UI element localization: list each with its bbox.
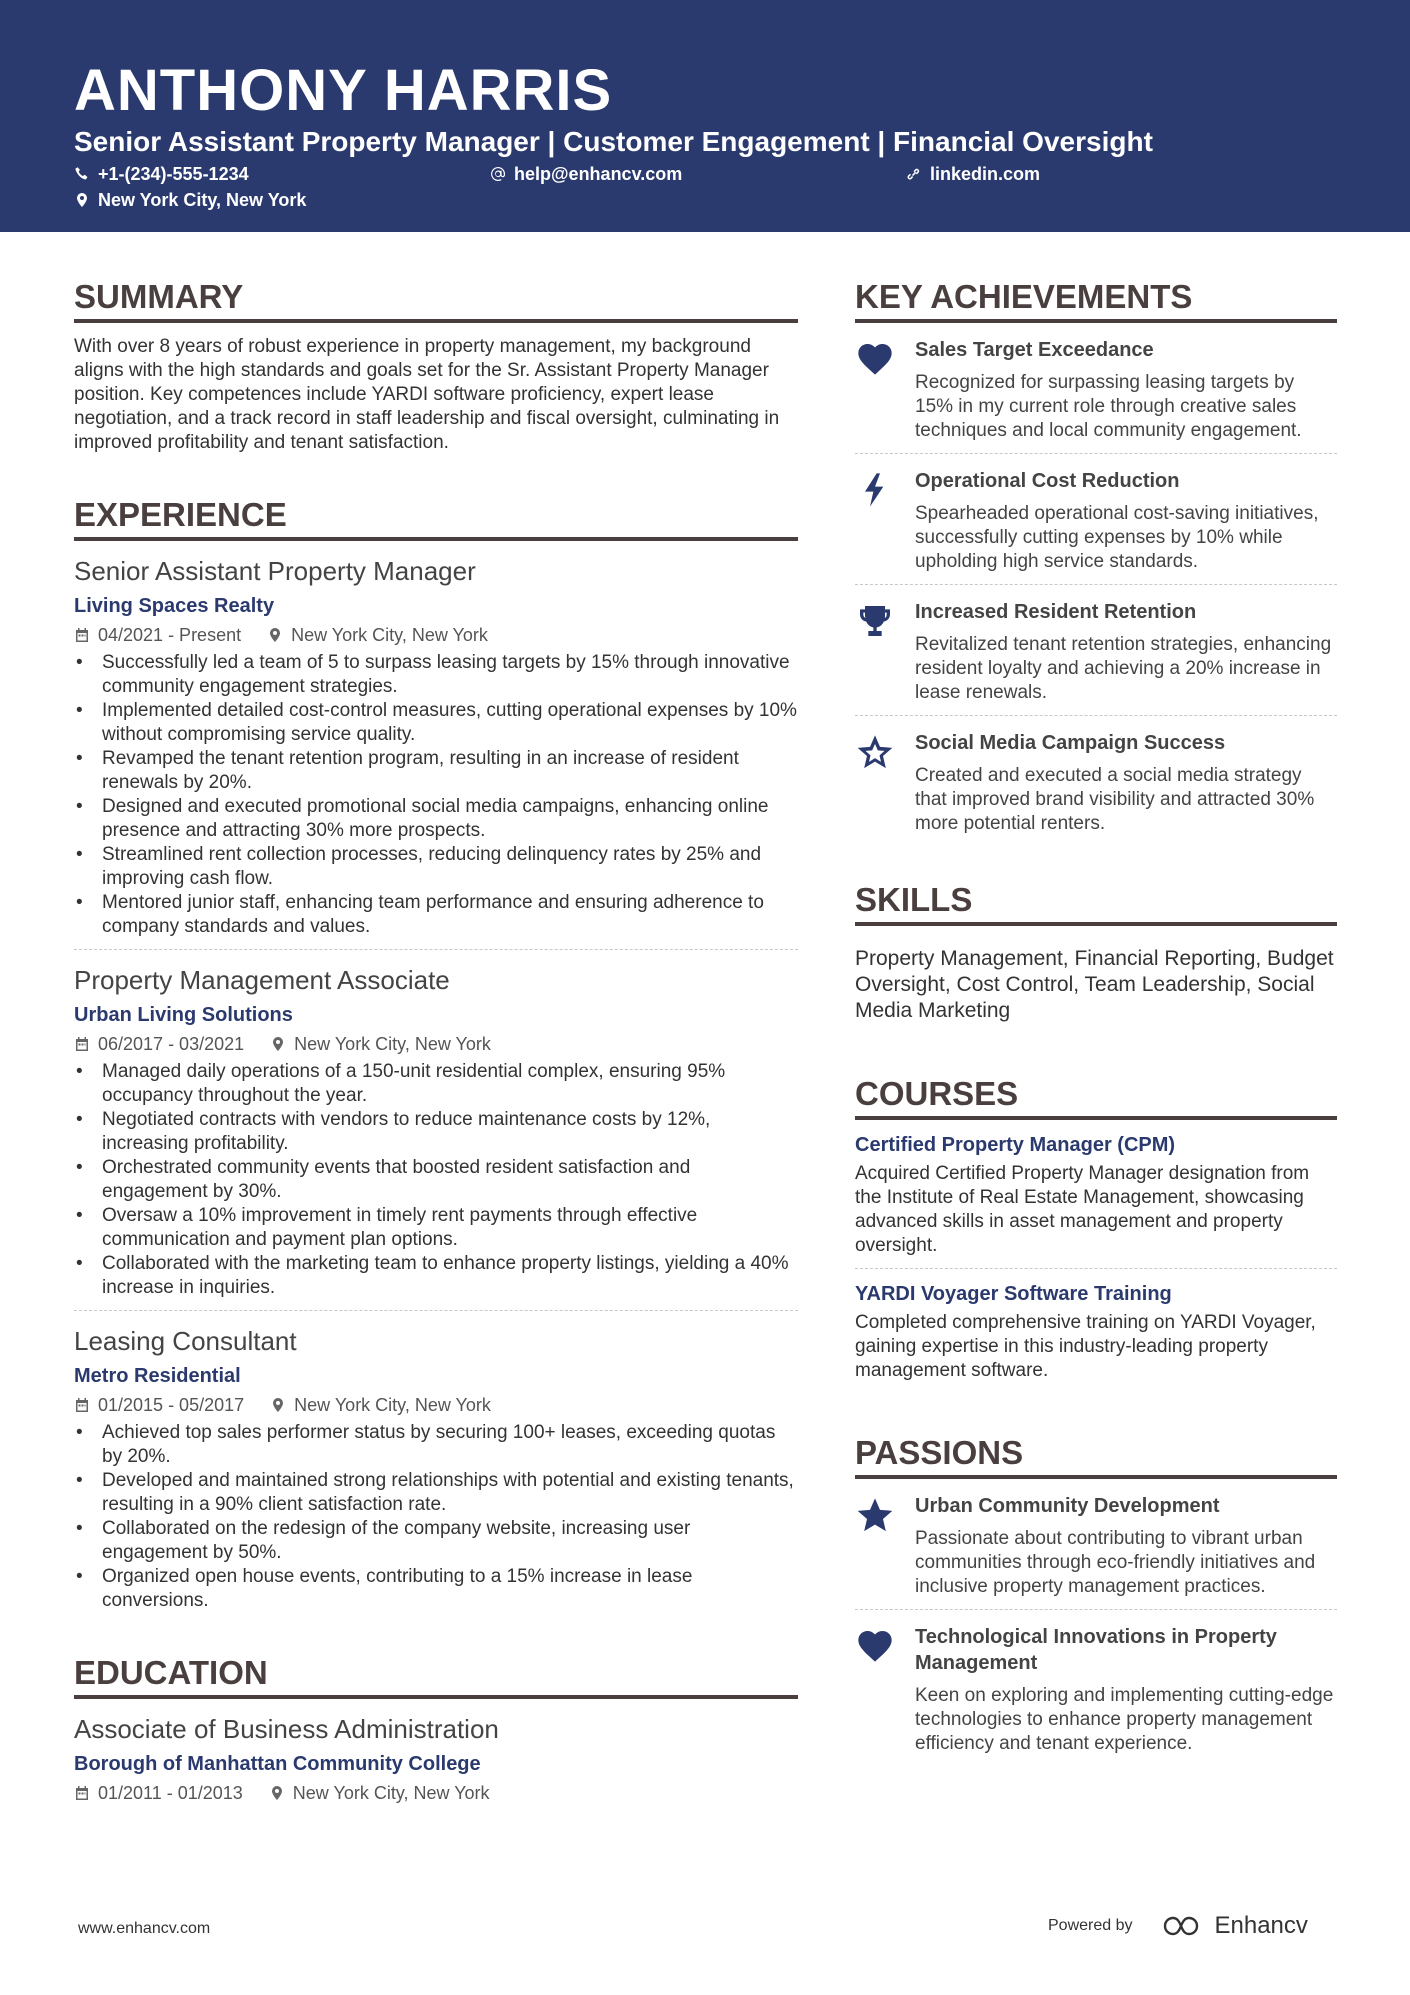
job-bullet: • Revamped the tenant retention program, resulting in an increase of resident renewals by 20%. bbox=[74, 747, 798, 795]
course-title: Certified Property Manager (CPM) bbox=[855, 1134, 1176, 1156]
job-bullet: • Mentored junior staff, enhancing team performance and ensuring adherence to company standards and values. bbox=[74, 891, 798, 939]
location-pin-icon bbox=[270, 1397, 286, 1413]
job-company: Metro Residential bbox=[74, 1365, 241, 1387]
achievement-title: Social Media Campaign Success bbox=[915, 732, 1226, 754]
contact-phone[interactable] bbox=[74, 162, 249, 186]
job-dates: 06/2017 - 03/2021 bbox=[98, 1034, 245, 1054]
job-location: New York City, New York bbox=[294, 1034, 491, 1054]
brand-name: Enhancv bbox=[1214, 1912, 1308, 1939]
linkedin-text: linkedin.com bbox=[930, 164, 1041, 184]
contact-email[interactable] bbox=[490, 162, 682, 186]
heart-icon bbox=[855, 1626, 895, 1666]
passion-desc: Keen on exploring and implementing cutting-edge technologies to enhance property management efficiency and tenant experience. bbox=[915, 1685, 1334, 1754]
skills-section bbox=[855, 880, 1337, 1024]
job-meta bbox=[74, 623, 798, 647]
calendar-icon bbox=[74, 1036, 90, 1052]
job-bullets bbox=[74, 1421, 798, 1613]
job-location: New York City, New York bbox=[291, 625, 488, 645]
job-bullet: • Organized open house events, contributing to a 15% increase in lease conversions. bbox=[74, 1565, 798, 1613]
achievement-title: Operational Cost Reduction bbox=[915, 470, 1180, 492]
resume-header bbox=[0, 0, 1410, 232]
left-column bbox=[74, 277, 798, 1815]
enhancv-logo-icon bbox=[1161, 1913, 1207, 1939]
job-company: Urban Living Solutions bbox=[74, 1004, 293, 1026]
experience-heading: EXPERIENCE bbox=[74, 495, 798, 541]
education-dates: 01/2011 - 01/2013 bbox=[98, 1783, 243, 1803]
school: Borough of Manhattan Community College bbox=[74, 1753, 481, 1775]
passions-section bbox=[855, 1433, 1337, 1766]
course-title: YARDI Voyager Software Training bbox=[855, 1283, 1172, 1305]
job-bullet: • Orchestrated community events that boosted resident satisfaction and engagement by 30%. bbox=[74, 1156, 798, 1204]
location-pin-icon bbox=[267, 627, 283, 643]
phone-text: +1-(234)-555-1234 bbox=[98, 164, 249, 184]
skills-heading: SKILLS bbox=[855, 880, 1337, 926]
achievements-heading: KEY ACHIEVEMENTS bbox=[855, 277, 1337, 323]
star-outline-icon bbox=[855, 732, 895, 772]
achievement-title: Sales Target Exceedance bbox=[915, 339, 1154, 361]
achievement-desc: Created and executed a social media strategy that improved brand visibility and attracted 30% more potential renters. bbox=[915, 765, 1315, 834]
courses-section bbox=[855, 1074, 1337, 1393]
job-entry bbox=[74, 950, 798, 1311]
footer-branding bbox=[1048, 1912, 1308, 1940]
summary-text: With over 8 years of robust experience in property management, my background aligns with the high standards and goals set for the Sr. Assistant Property Manager position. Key competences include YARDI software proficiency, expert lease negotiation, and a track record in staff leadership and fiscal oversight, culminating in improved profitability and tenant satisfaction. bbox=[74, 336, 780, 453]
job-role: Leasing Consultant bbox=[74, 1326, 297, 1356]
job-dates: 04/2021 - Present bbox=[98, 625, 242, 645]
right-column bbox=[855, 277, 1337, 1766]
location-pin-icon bbox=[74, 192, 90, 208]
passion-desc: Passionate about contributing to vibrant urban communities through eco-friendly initiatives and inclusive property management practices. bbox=[915, 1528, 1316, 1597]
heart-icon bbox=[855, 339, 895, 379]
passions-heading: PASSIONS bbox=[855, 1433, 1337, 1479]
course-desc: Acquired Certified Property Manager designation from the Institute of Real Estate Management, showcasing advanced skills in asset management and property oversight. bbox=[855, 1163, 1310, 1256]
location-text: New York City, New York bbox=[98, 190, 307, 210]
link-icon bbox=[906, 166, 922, 182]
phone-icon bbox=[74, 166, 90, 182]
job-dates: 01/2015 - 05/2017 bbox=[98, 1395, 245, 1415]
job-bullet: • Collaborated on the redesign of the company website, increasing user engagement by 50%. bbox=[74, 1517, 798, 1565]
job-entry bbox=[74, 541, 798, 950]
passion-item bbox=[855, 1610, 1337, 1766]
location-pin-icon bbox=[270, 1036, 286, 1052]
achievement-item bbox=[855, 716, 1337, 846]
footer-website[interactable]: www.enhancv.com bbox=[78, 1920, 211, 1937]
achievement-desc: Revitalized tenant retention strategies, enhancing resident loyalty and achieving a 20% increase in lease renewals. bbox=[915, 634, 1332, 703]
achievement-item bbox=[855, 323, 1337, 454]
job-bullet: • Collaborated with the marketing team to enhance property listings, yielding a 40% increase in inquiries. bbox=[74, 1252, 798, 1300]
course-item bbox=[855, 1269, 1337, 1393]
education-section bbox=[74, 1653, 798, 1815]
education-heading: EDUCATION bbox=[74, 1653, 798, 1699]
trophy-icon bbox=[855, 601, 895, 641]
job-bullets bbox=[74, 651, 798, 939]
calendar-icon bbox=[74, 1785, 90, 1801]
job-meta bbox=[74, 1393, 798, 1417]
job-role: Senior Assistant Property Manager bbox=[74, 556, 476, 586]
lightning-icon bbox=[855, 470, 895, 510]
calendar-icon bbox=[74, 627, 90, 643]
job-bullet: • Managed daily operations of a 150-unit residential complex, ensuring 95% occupancy throughout the year. bbox=[74, 1060, 798, 1108]
job-entry bbox=[74, 1311, 798, 1623]
job-bullet: • Successfully led a team of 5 to surpass leasing targets by 15% through innovative community engagement strategies. bbox=[74, 651, 798, 699]
job-location: New York City, New York bbox=[294, 1395, 491, 1415]
location-pin-icon bbox=[269, 1785, 285, 1801]
summary-heading: SUMMARY bbox=[74, 277, 798, 323]
job-meta bbox=[74, 1032, 798, 1056]
degree: Associate of Business Administration bbox=[74, 1714, 499, 1744]
job-bullet: • Streamlined rent collection processes, reducing delinquency rates by 25% and improving cash flow. bbox=[74, 843, 798, 891]
achievement-item bbox=[855, 585, 1337, 716]
job-bullet: • Achieved top sales performer status by securing 100+ leases, exceeding quotas by 20%. bbox=[74, 1421, 798, 1469]
contact-location bbox=[74, 188, 306, 212]
summary-section bbox=[74, 277, 798, 455]
achievements-section bbox=[855, 277, 1337, 846]
contact-linkedin[interactable] bbox=[906, 162, 1040, 186]
skills-text: Property Management, Financial Reporting, Budget Oversight, Cost Control, Team Leadership, Social Media Marketing bbox=[855, 947, 1334, 1022]
job-role: Property Management Associate bbox=[74, 965, 450, 995]
job-bullets bbox=[74, 1060, 798, 1300]
job-bullet: • Negotiated contracts with vendors to reduce maintenance costs by 12%, increasing profitability. bbox=[74, 1108, 798, 1156]
achievement-desc: Recognized for surpassing leasing targets by 15% in my current role through creative sales techniques and local community engagement. bbox=[915, 372, 1302, 441]
powered-by-text: Powered by bbox=[1048, 1917, 1133, 1934]
achievement-title: Increased Resident Retention bbox=[915, 601, 1197, 623]
education-entry bbox=[74, 1699, 798, 1815]
passion-title: Technological Innovations in Property Management bbox=[915, 1626, 1277, 1674]
achievement-item bbox=[855, 454, 1337, 585]
enhancv-logo[interactable] bbox=[1161, 1912, 1308, 1940]
job-bullet: • Implemented detailed cost-control measures, cutting operational expenses by 10% without compromising service quality. bbox=[74, 699, 798, 747]
experience-section bbox=[74, 495, 798, 1623]
education-meta bbox=[74, 1781, 798, 1805]
candidate-title: Senior Assistant Property Manager | Customer Engagement | Financial Oversight bbox=[74, 126, 1153, 157]
job-bullet: • Oversaw a 10% improvement in timely rent payments through effective communication and payment plan options. bbox=[74, 1204, 798, 1252]
job-company: Living Spaces Realty bbox=[74, 595, 275, 617]
job-bullet: • Developed and maintained strong relationships with potential and existing tenants, resulting in a 90% client satisfaction rate. bbox=[74, 1469, 798, 1517]
course-desc: Completed comprehensive training on YARDI Voyager, gaining expertise in this industry-leading property management software. bbox=[855, 1312, 1316, 1381]
job-bullet: • Designed and executed promotional social media campaigns, enhancing online presence and attracting 30% more prospects. bbox=[74, 795, 798, 843]
at-icon bbox=[490, 166, 506, 182]
passion-item bbox=[855, 1479, 1337, 1610]
course-item bbox=[855, 1120, 1337, 1269]
candidate-name: ANTHONY HARRIS bbox=[74, 58, 613, 123]
courses-heading: COURSES bbox=[855, 1074, 1337, 1120]
passion-title: Urban Community Development bbox=[915, 1495, 1220, 1517]
email-text: help@enhancv.com bbox=[514, 164, 683, 184]
education-location: New York City, New York bbox=[292, 1783, 490, 1803]
achievement-desc: Spearheaded operational cost-saving initiatives, successfully cutting expenses by 10% while upholding high service standards. bbox=[915, 503, 1319, 572]
star-icon bbox=[855, 1495, 895, 1535]
calendar-icon bbox=[74, 1397, 90, 1413]
